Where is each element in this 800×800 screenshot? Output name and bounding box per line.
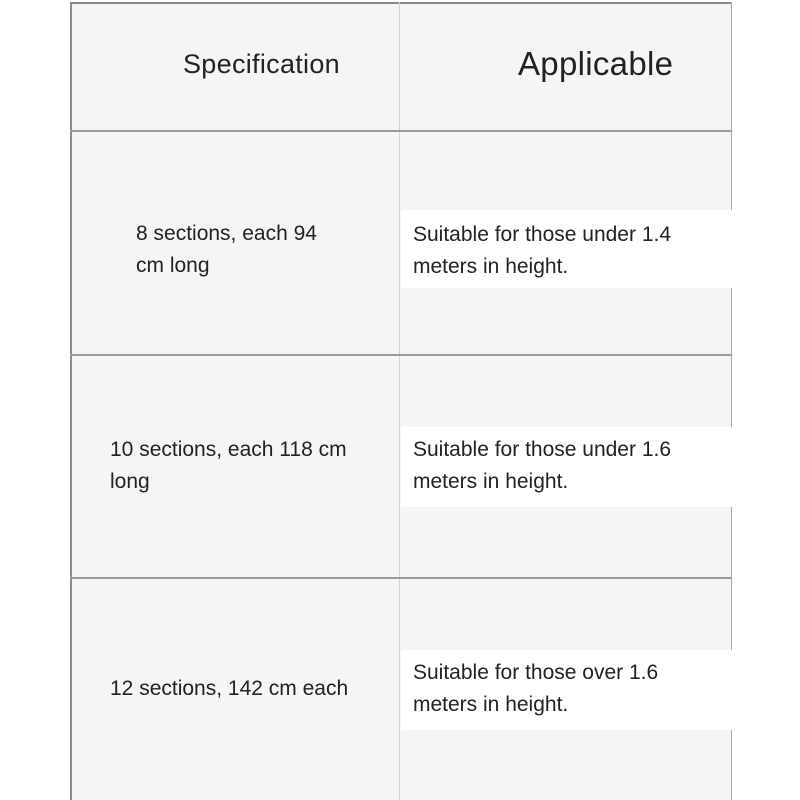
row-divider xyxy=(70,354,732,356)
applicable-line: Suitable for those under 1.4 xyxy=(413,223,672,246)
spec-table xyxy=(70,2,732,800)
table-row-1-applicable xyxy=(413,219,671,283)
spec-line: 12 sections, 142 cm each xyxy=(110,677,349,700)
header-specification: Specification xyxy=(183,49,340,79)
row-divider xyxy=(70,130,732,132)
spec-line: 8 sections, each 94 xyxy=(136,222,317,245)
applicable-line: Suitable for those over 1.6 xyxy=(413,661,659,684)
table-row-2-applicable xyxy=(413,434,671,498)
table-row-1-specification xyxy=(136,218,317,282)
column-divider xyxy=(399,2,400,800)
row-divider xyxy=(70,577,732,579)
table-row-3-applicable xyxy=(413,657,658,721)
header-applicable: Applicable xyxy=(518,45,674,82)
applicable-line: meters in height. xyxy=(413,470,569,493)
spec-line: 10 sections, each 118 cm xyxy=(110,438,347,461)
table-row-2-specification xyxy=(110,434,347,498)
applicable-line: Suitable for those under 1.6 xyxy=(413,438,672,461)
applicable-line: meters in height. xyxy=(413,693,569,716)
applicable-line: meters in height. xyxy=(413,255,569,278)
table-left-border xyxy=(70,2,72,800)
table-top-border xyxy=(70,2,732,4)
spec-line: long xyxy=(110,470,150,493)
spec-line: cm long xyxy=(136,254,210,277)
table-row-3-specification xyxy=(110,673,348,705)
